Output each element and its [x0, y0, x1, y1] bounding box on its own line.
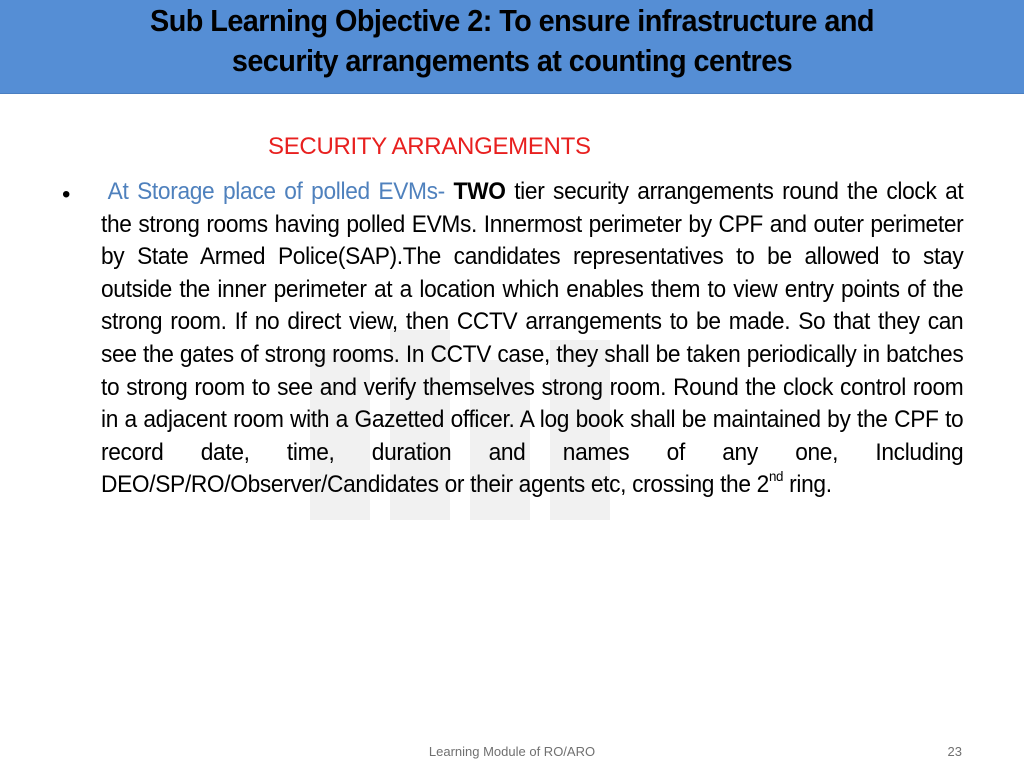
bullet-marker: • — [62, 181, 71, 208]
page-number: 23 — [947, 744, 962, 759]
bullet-lead-phrase: At Storage place of polled EVMs- — [107, 178, 445, 205]
footer-text: Learning Module of RO/ARO — [428, 744, 596, 759]
ordinal-suffix: nd — [768, 468, 784, 485]
section-heading: SECURITY ARRANGEMENTS — [268, 133, 591, 160]
slide-title-line-2: security arrangements at counting centres — [231, 43, 793, 78]
slide-title-line-1: Sub Learning Objective 2: To ensure infrastructure and — [150, 3, 874, 38]
bullet-main-text: tier security arrangements round the clock at the strong rooms having polled EVMs. Innermost perimeter by CPF and outer perimeter by State Armed Police(SAP).The candidates representatives to be allowed to stay outside the inner perimeter at a location which enables them to view entry points of the strong room. If no direct view, then CCTV arrangements to be made. So that they can see the gates of strong rooms. In CCTV case, they shall be taken periodically in batches to strong room to see and verify themselves strong room. Round the clock control room in a adjacent room with a Gazetted officer. A log book shall be maintained by the CPF to record date, time, duration and names of any one, Including DEO/SP/RO/Observer/Candidates or their agents etc, crossing the 2 — [101, 178, 964, 499]
title-band — [0, 0, 1024, 94]
bullet-paragraph — [101, 176, 963, 502]
bullet-emphasis-word: TWO — [453, 178, 506, 205]
bullet-end-text: ring. — [783, 471, 832, 499]
slide-title — [45, 1, 979, 81]
